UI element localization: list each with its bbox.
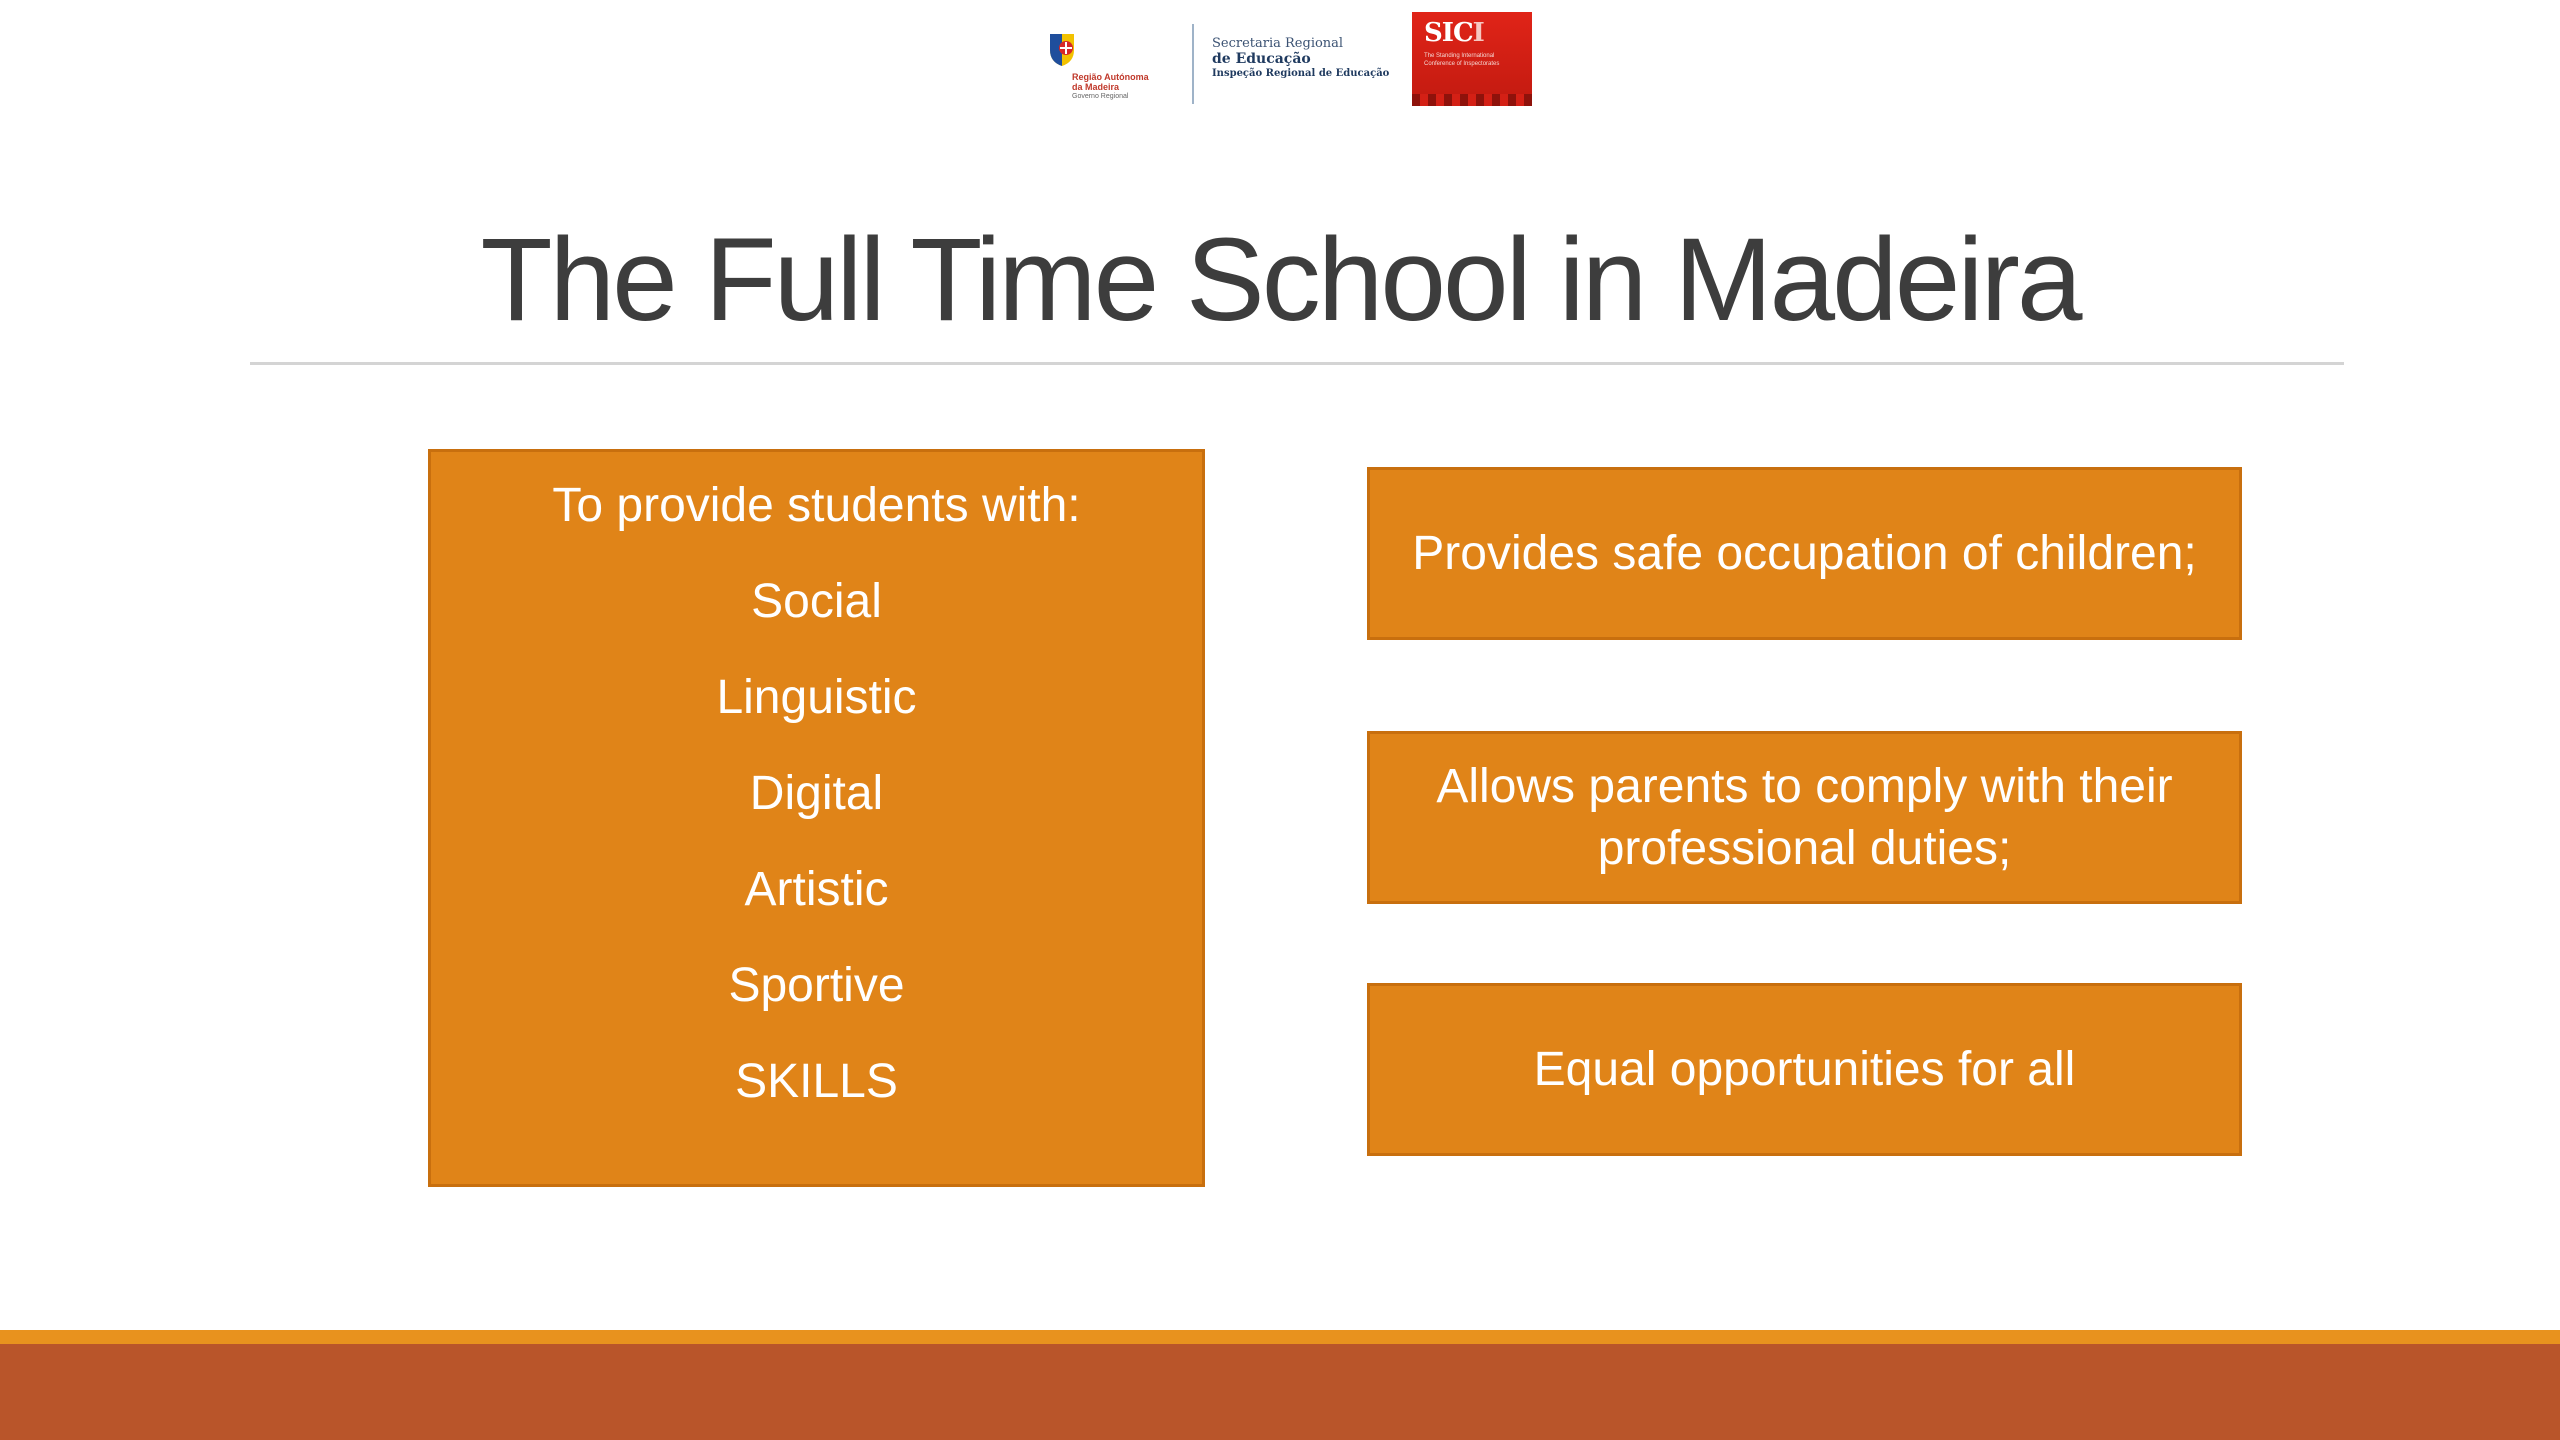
benefit-text: Provides safe occupation of children; — [1412, 526, 2197, 580]
skill-item: SKILLS — [735, 1055, 898, 1108]
slide-title: The Full Time School in Madeira — [480, 214, 2080, 346]
sre-line-2: de Educação — [1212, 51, 1311, 67]
logo-divider — [1192, 24, 1194, 104]
sici-word-main: SIC — [1424, 18, 1473, 48]
regiao-autonoma-madeira-logo — [1040, 20, 1190, 110]
sici-stripes — [1412, 94, 1532, 106]
sre-line-1: Secretaria Regional — [1212, 36, 1344, 51]
benefit-box-equal-opportunities — [1367, 983, 2242, 1156]
sici-logo — [1412, 12, 1532, 106]
secretaria-regional-educacao-logo — [1212, 36, 1389, 81]
rae-text — [1072, 72, 1149, 102]
madeira-shield-icon — [1048, 32, 1076, 68]
skills-list — [431, 574, 1202, 1150]
benefit-text: Allows parents to comply with their professional duties; — [1436, 759, 2173, 875]
sici-subtitle: The Standing International Conference of Inspectorates — [1424, 53, 1500, 67]
skill-item: Digital — [749, 767, 884, 820]
skill-item: Social — [751, 575, 882, 628]
skill-item: Sportive — [728, 959, 905, 1012]
rae-line-3: Governo Regional — [1072, 93, 1129, 100]
skill-item: Linguistic — [716, 671, 917, 724]
sre-line-3: Inspeção Regional de Educação — [1212, 68, 1390, 79]
footer-band — [0, 1344, 2560, 1440]
skills-box — [428, 449, 1205, 1187]
footer-accent-band — [0, 1330, 2560, 1344]
benefit-box-parents-duties — [1367, 731, 2242, 904]
benefit-box-safe-occupation — [1367, 467, 2242, 640]
rae-line-2: da Madeira — [1072, 82, 1120, 92]
sici-word-i: I — [1472, 18, 1484, 48]
skill-item: Artistic — [744, 863, 889, 916]
skills-heading: To provide students with: — [552, 479, 1081, 532]
sici-wordmark — [1424, 18, 1484, 48]
rae-line-1: Região Autónoma — [1072, 72, 1149, 82]
header-logos — [1040, 10, 1540, 110]
benefit-text: Equal opportunities for all — [1533, 1042, 2076, 1096]
title-divider — [250, 362, 2344, 365]
